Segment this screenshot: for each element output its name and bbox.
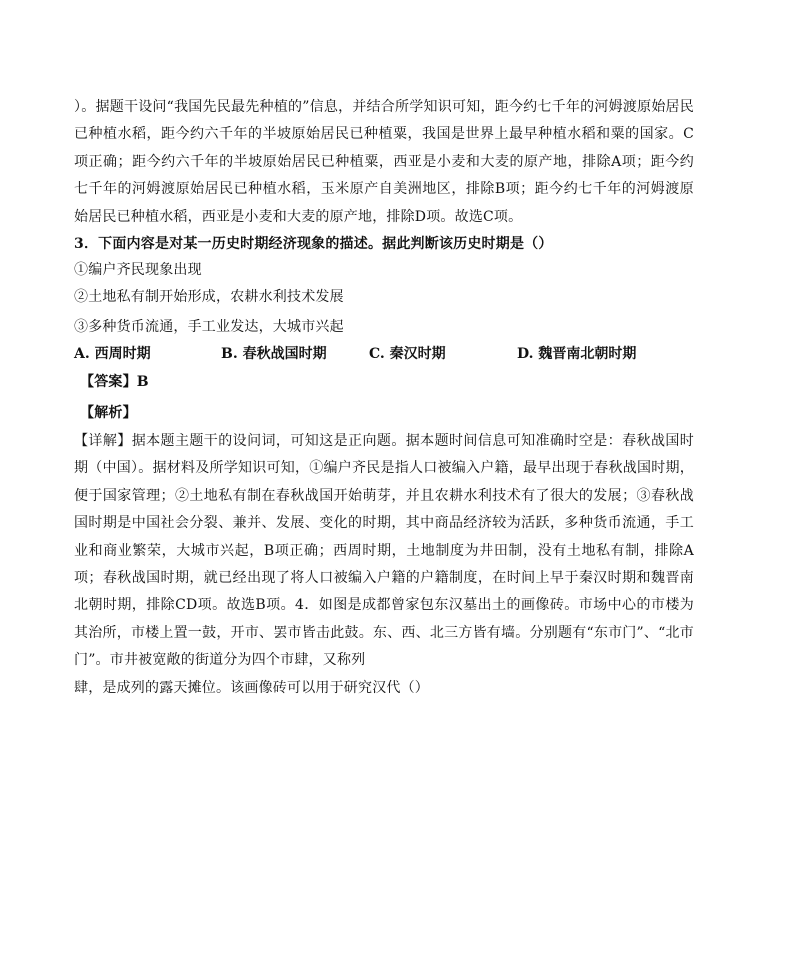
question-4-tail-text: 肆，是成列的露天摊位。该画像砖可以用于研究汉代（）	[74, 680, 429, 696]
answer-block	[80, 370, 700, 394]
analysis-label-block	[80, 401, 700, 425]
question-3-detail	[74, 428, 694, 675]
option-d: D. 魏晋南北朝时期	[517, 346, 637, 362]
question-3-detail-text: 【详解】据本题主题干的设问词，可知这是正向题。据本题时间信息可知准确时空是：春秋战国时期（中国）。据材料及所学知识可知，①编户齐民是指人口被编入户籍，最早出现于春秋战国时期，便于国家管理；②土地私有制在春秋战国开始萌芽，并且农耕水利技术有了很大的发展；③春秋战国时期是中国社会分裂、兼并、发展、变化的时期，其中商品经济较为活跃，多种货币流通，手工业和商业繁荣，大城市兴起，B项正确；西周时期，土地制度为井田制，没有土地私有制，排除A项；春秋战国时期，就已经出现了将人口被编入户籍的户籍制度，在时间上早于秦汉时期和魏晋南北朝时期，排除CD项。故选B项。4．如图是成都曾家包东汉墓出土的画像砖。市场中心的市楼为其治所，市楼上置一鼓，开市、罢市皆击此鼓。东、西、北三方皆有墙。分别题有“东市门”、“北市门”。市井被宽敞的街道分为四个市肆，又称列	[74, 433, 694, 669]
question-3-item-1	[74, 258, 694, 282]
question-3-item-2-text: ②土地私有制开始形成，农耕水利技术发展	[74, 289, 344, 305]
question-3-stem-text: 3．下面内容是对某一历史时期经济现象的描述。据此判断该历史时期是（）	[74, 236, 553, 252]
question-4-tail	[74, 676, 694, 700]
option-a: A. 西周时期	[74, 346, 151, 362]
answer-text: 【答案】B	[80, 374, 149, 390]
question-3-item-2	[74, 285, 694, 309]
question-3-item-3-text: ③多种货币流通，手工业发达，大城市兴起	[74, 319, 344, 335]
question-3-item-1-text: ①编户齐民现象出现	[74, 262, 202, 278]
question-3-item-3	[74, 315, 694, 339]
option-b: B. 春秋战国时期	[221, 346, 327, 362]
option-c: C. 秦汉时期	[369, 346, 446, 362]
previous-analysis	[74, 94, 694, 231]
previous-analysis-text: ）。据题干设问“我国先民最先种植的”信息，并结合所学知识可知，距今约七千年的河姆渡原始居民已种植水稻，距今约六千年的半坡原始居民已种植粟，我国是世界上最早种植水稻和粟的国家。C项正确；距今约六千年的半坡原始居民已种植粟，西亚是小麦和大麦的原产地，排除A项；距今约七千年的河姆渡原始居民已种植水稻，玉米原产自美洲地区，排除B项；距今约七千年的河姆渡原始居民已种植水稻，西亚是小麦和大麦的原产地，排除D项。故选C项。	[74, 99, 694, 225]
analysis-label: 【解析】	[80, 405, 137, 421]
question-3-stem	[74, 232, 694, 256]
